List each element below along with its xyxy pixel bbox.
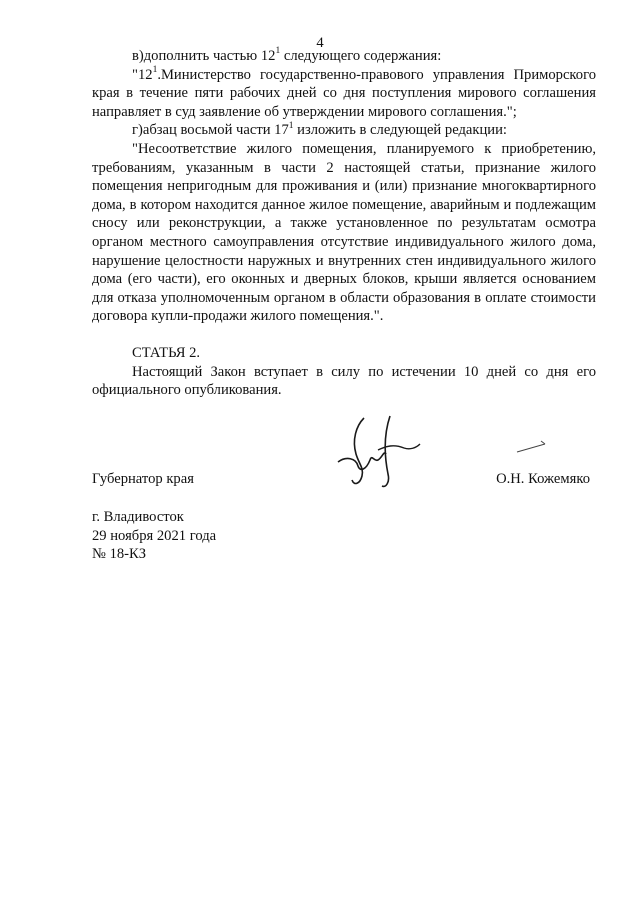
article-2-text: Настоящий Закон вступает в силу по истечении 10 дней со дня его официального опубликования. bbox=[92, 363, 596, 399]
amendment-v-intro-text: в)дополнить частью 12 bbox=[132, 48, 276, 64]
city: г. Владивосток bbox=[92, 509, 184, 525]
amendment-v-intro-tail: следующего содержания: bbox=[280, 48, 442, 64]
signatory-name: О.Н. Кожемяко bbox=[496, 471, 590, 487]
article-2-title: СТАТЬЯ 2. bbox=[132, 344, 201, 361]
amendment-v-quote-text: .Министерство государственно-правового управления Приморского края в течение пяти рабочих дней со дня поступления мирового соглашения направляет в суд заявление об утверждении мирового соглашения."; bbox=[92, 66, 596, 120]
signatory-position: Губернатор края bbox=[92, 471, 194, 487]
date: 29 ноября 2021 года bbox=[92, 527, 217, 544]
law-number: № 18-КЗ bbox=[92, 546, 147, 563]
amendment-v-intro bbox=[92, 47, 596, 66]
amendment-v-quote bbox=[92, 66, 596, 122]
quote-open: "12 bbox=[132, 66, 153, 83]
superscript: 1 bbox=[152, 64, 158, 75]
amendment-g-intro-text: г)абзац восьмой части 17 bbox=[132, 122, 289, 139]
ink-mark bbox=[515, 438, 549, 458]
document-body bbox=[92, 47, 596, 400]
amendment-g-quote: "Несоответствие жилого помещения, планируемого к приобретению, требованиям, указанным в части 2 настоящей статьи, признание жилого помещения непригодным для проживания и (или) признание многоквартирного дома, в котором находится данное жилое помещение, аварийным и подлежащим сносу или реконструкции, а также установленное по результатам осмотра органом местного самоуправления отсутствие индивидуального жилого дома, нарушение целостности наружных и внутренних стен индивидуального жилого дома (его части), его оконных и дверных блоков, крыши является основанием для отказа уполномоченным органом в области образования в оплате стоимости договора купли-продажи жилого помещения.". bbox=[92, 140, 596, 325]
superscript: 1 bbox=[275, 46, 281, 57]
amendment-g-intro-tail: изложить в следующей редакции: bbox=[293, 122, 507, 139]
handwritten-signature bbox=[334, 410, 422, 490]
page-number: 4 bbox=[316, 35, 324, 51]
amendment-g-intro bbox=[92, 121, 596, 140]
place-date-block bbox=[92, 508, 216, 564]
superscript: 1 bbox=[288, 120, 294, 131]
